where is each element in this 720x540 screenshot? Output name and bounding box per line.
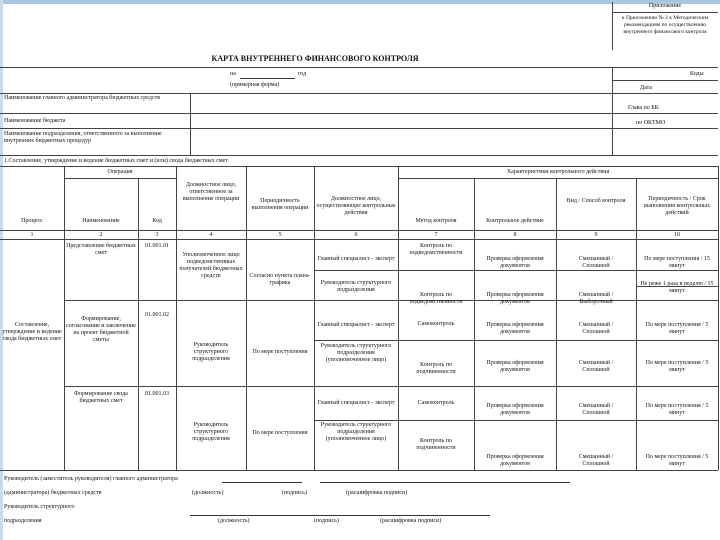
- codes-line-4: [612, 128, 718, 129]
- codes-left: [612, 67, 613, 155]
- process-text: Составление, утверждение и ведение свода бюджетных смет: [2, 322, 62, 342]
- annex-title: Приложение: [648, 3, 682, 9]
- oktmo-label: по ОКТМО: [636, 120, 666, 126]
- year-suffix: год: [298, 71, 307, 77]
- on-prefix: на: [230, 71, 236, 77]
- col-method: Метод контроля: [415, 218, 457, 224]
- row-sep-op2: [64, 386, 718, 387]
- op3-type-a: Смешанный / Сплошной: [578, 403, 614, 416]
- col-type: Вид / Способ контроля: [566, 198, 626, 204]
- op3-type-b: Смешанный / Сплошной: [578, 454, 614, 467]
- op1-periodicity: Согласно пункта плана-графика: [249, 273, 311, 286]
- codes-line-1: [612, 80, 718, 81]
- op1-code: 01.001.01: [145, 243, 169, 249]
- op3-controller-b: Руководитель структурного подразделения (уполномоченное лицо): [320, 422, 392, 442]
- op1-deadline-a: По мере поступления / 15 минут: [644, 256, 710, 269]
- col-deadline: Периодичность / Срок выполнения контрольных действий: [644, 196, 710, 216]
- op2-action-b: Проверка оформления документов: [486, 360, 544, 373]
- section-title: 1.Составление, утверждение и ведение бюджетных смет и (или) свода бюджетных смет: [4, 158, 228, 164]
- unit-label: Наименование подразделения, ответственного за выполнение внутренних бюджетных процедур: [4, 131, 162, 144]
- control-group-header: Характеристики контрольного действия: [506, 169, 610, 175]
- op-group-line: [64, 178, 176, 179]
- sub-sep-op1: [314, 270, 718, 271]
- op1-deadline-b: Не реже 1 раза в неделю / 15 минут: [640, 281, 714, 294]
- col-line-1: [64, 166, 65, 470]
- sub-sep-op3: [314, 420, 718, 421]
- year-underline: [240, 78, 295, 79]
- page-title: КАРТА ВНУТРЕННЕГО ФИНАНСОВОГО КОНТРОЛЯ: [211, 54, 419, 63]
- header-bottom: [0, 230, 718, 231]
- date-label: Дата: [640, 85, 652, 91]
- col-name: Наименование: [82, 218, 120, 224]
- op1-method-b: Контроль по подведомственности: [409, 292, 463, 305]
- op2-deadline-b: По мере поступления / 5 минут: [645, 360, 709, 373]
- footer-position-2: (должность): [218, 518, 250, 524]
- annex-text: к Приложению № 2 к Методическим рекомендациям по осуществлению внутреннего финансового контроля: [621, 15, 709, 35]
- op2-code: 01.001.02: [145, 312, 169, 318]
- field-line-4: [0, 155, 718, 156]
- footer-underline-1: [222, 482, 302, 483]
- codes-line-2: [612, 93, 718, 94]
- op3-method-a: Самоконтроль: [417, 400, 455, 406]
- op2-action-a: Проверка оформления документов: [486, 322, 544, 335]
- op3-method-b: Контроль по подчиненности: [416, 438, 456, 451]
- op3-deadline-a: По мере поступления / 5 минут: [645, 403, 709, 416]
- op1-responsible: Уполномоченное лицо подведомственных получателей бюджетных средств: [179, 252, 243, 279]
- table-top: [0, 166, 718, 167]
- col-action: Контрольное действие: [486, 218, 544, 224]
- col-number-1: 1: [30, 232, 34, 238]
- field-line-3: [0, 128, 612, 129]
- op1-action-b: Проверка оформления документов: [486, 292, 544, 305]
- op3-name: Формирование свода бюджетных смет: [74, 391, 128, 404]
- op3-deadline-b: По мере поступления / 5 минут: [645, 454, 709, 467]
- op3-code: 01.001.03: [145, 391, 169, 397]
- col-periodicity: Периодичность выполнения операции: [251, 198, 309, 211]
- op1-type-b: Смешанный / Выборочный: [578, 292, 614, 305]
- col-controller: Должностное лицо, осуществляющее контрольные действия: [316, 196, 396, 216]
- operation-group-header: Операция: [107, 169, 133, 175]
- col-number-3: 3: [155, 232, 159, 238]
- op3-controller-a: Главный специалист - эксперт: [317, 400, 395, 406]
- col-line-8: [556, 178, 557, 470]
- field-line-2: [0, 113, 612, 114]
- col-line-10: [718, 166, 719, 470]
- col-number-6: 6: [354, 232, 358, 238]
- col-number-2: 2: [99, 232, 103, 238]
- footer-underline-2: [320, 482, 570, 483]
- footer-underline-3: [190, 515, 490, 516]
- footer-position-1: (должность): [192, 490, 224, 496]
- op3-action-b: Проверка оформления документов: [486, 454, 544, 467]
- footer-decoding-2: (расшифровка подписи): [380, 518, 442, 524]
- op1-name: Представление бюджетных смет: [66, 243, 136, 256]
- col-responsible: Должностное лицо, ответственное за выполнение операции: [182, 182, 240, 202]
- op2-type-b: Смешанный / Сплошной: [578, 360, 614, 373]
- col-number-10: 10: [674, 232, 680, 238]
- col-process: Процесс: [21, 218, 43, 224]
- footer-signature-1: (подпись): [282, 490, 307, 496]
- op2-controller-b: Руководитель структурного подразделения (уполномоченное лицо): [320, 343, 392, 363]
- op1-controller-b: Руководитель структурного подразделения: [320, 280, 392, 293]
- decorative-left-bar: [0, 0, 3, 540]
- sample-form: (примерная форма): [230, 82, 280, 88]
- op3-responsible: Руководитель структурного подразделения: [192, 422, 230, 442]
- op2-name: Формирование, согласование и заключение на проект бюджетной сметы: [66, 316, 136, 343]
- field-divider: [190, 93, 191, 155]
- col-line-6: [398, 166, 399, 470]
- header-line: [0, 67, 718, 68]
- op3-periodicity: По мере поступления: [252, 430, 308, 436]
- col-line-9: [636, 178, 637, 470]
- op1-action-a: Проверка оформления документов: [486, 256, 544, 269]
- op2-method-b: Контроль по подчиненности: [416, 362, 456, 375]
- op2-deadline-a: По мере поступления / 5 минут: [645, 322, 709, 335]
- op3-action-a: Проверка оформления документов: [486, 403, 544, 416]
- op1-method-a: Контроль по подведомственности: [409, 243, 463, 256]
- glava-bk-label: Глава по БК: [628, 105, 659, 111]
- chief-admin-label: Наименование главного администратора бюджетных средств: [4, 95, 161, 101]
- field-line-1: [0, 93, 612, 94]
- table-bottom: [0, 470, 718, 471]
- col-line-3: [176, 166, 177, 470]
- op2-type-a: Смешанный / Сплошной: [578, 322, 614, 335]
- footer-signature-2: (подпись): [314, 518, 339, 524]
- op1-type-a: Смешанный / Сплошной: [578, 256, 614, 269]
- footer-line3: Руководитель структурного: [4, 504, 75, 510]
- col-code: Код: [152, 218, 162, 224]
- op2-method-a: Самоконтроль: [417, 321, 455, 327]
- footer-line1: Руководитель (заместитель руководителя) главного администратора: [4, 476, 178, 482]
- col-number-8: 8: [513, 232, 517, 238]
- op2-controller-a: Главный специалист - эксперт: [317, 322, 395, 328]
- col-number-5: 5: [278, 232, 282, 238]
- col-line-5: [314, 166, 315, 470]
- col-line-4: [246, 166, 247, 470]
- op1-controller-a: Главный специалист - эксперт: [317, 256, 395, 262]
- budget-label: Наименование бюджета: [4, 118, 66, 124]
- footer-line2: (администратора) бюджетных средств: [4, 490, 102, 496]
- annex-box-left: [612, 2, 613, 50]
- footer-line4: подразделения: [4, 518, 42, 524]
- op2-periodicity: По мере поступления: [252, 349, 308, 355]
- col-number-7: 7: [434, 232, 438, 238]
- codes-label: Коды: [690, 71, 704, 77]
- sub-sep-op2: [314, 340, 718, 341]
- annex-box-divider: [612, 12, 718, 13]
- col-number-4: 4: [209, 232, 213, 238]
- col-number-9: 9: [594, 232, 598, 238]
- codes-line-3: [612, 113, 718, 114]
- numbers-bottom: [0, 239, 718, 240]
- ctrl-group-line: [398, 178, 718, 179]
- footer-decoding-1: (расшифровка подписи): [346, 490, 408, 496]
- op2-responsible: Руководитель структурного подразделения: [192, 342, 230, 362]
